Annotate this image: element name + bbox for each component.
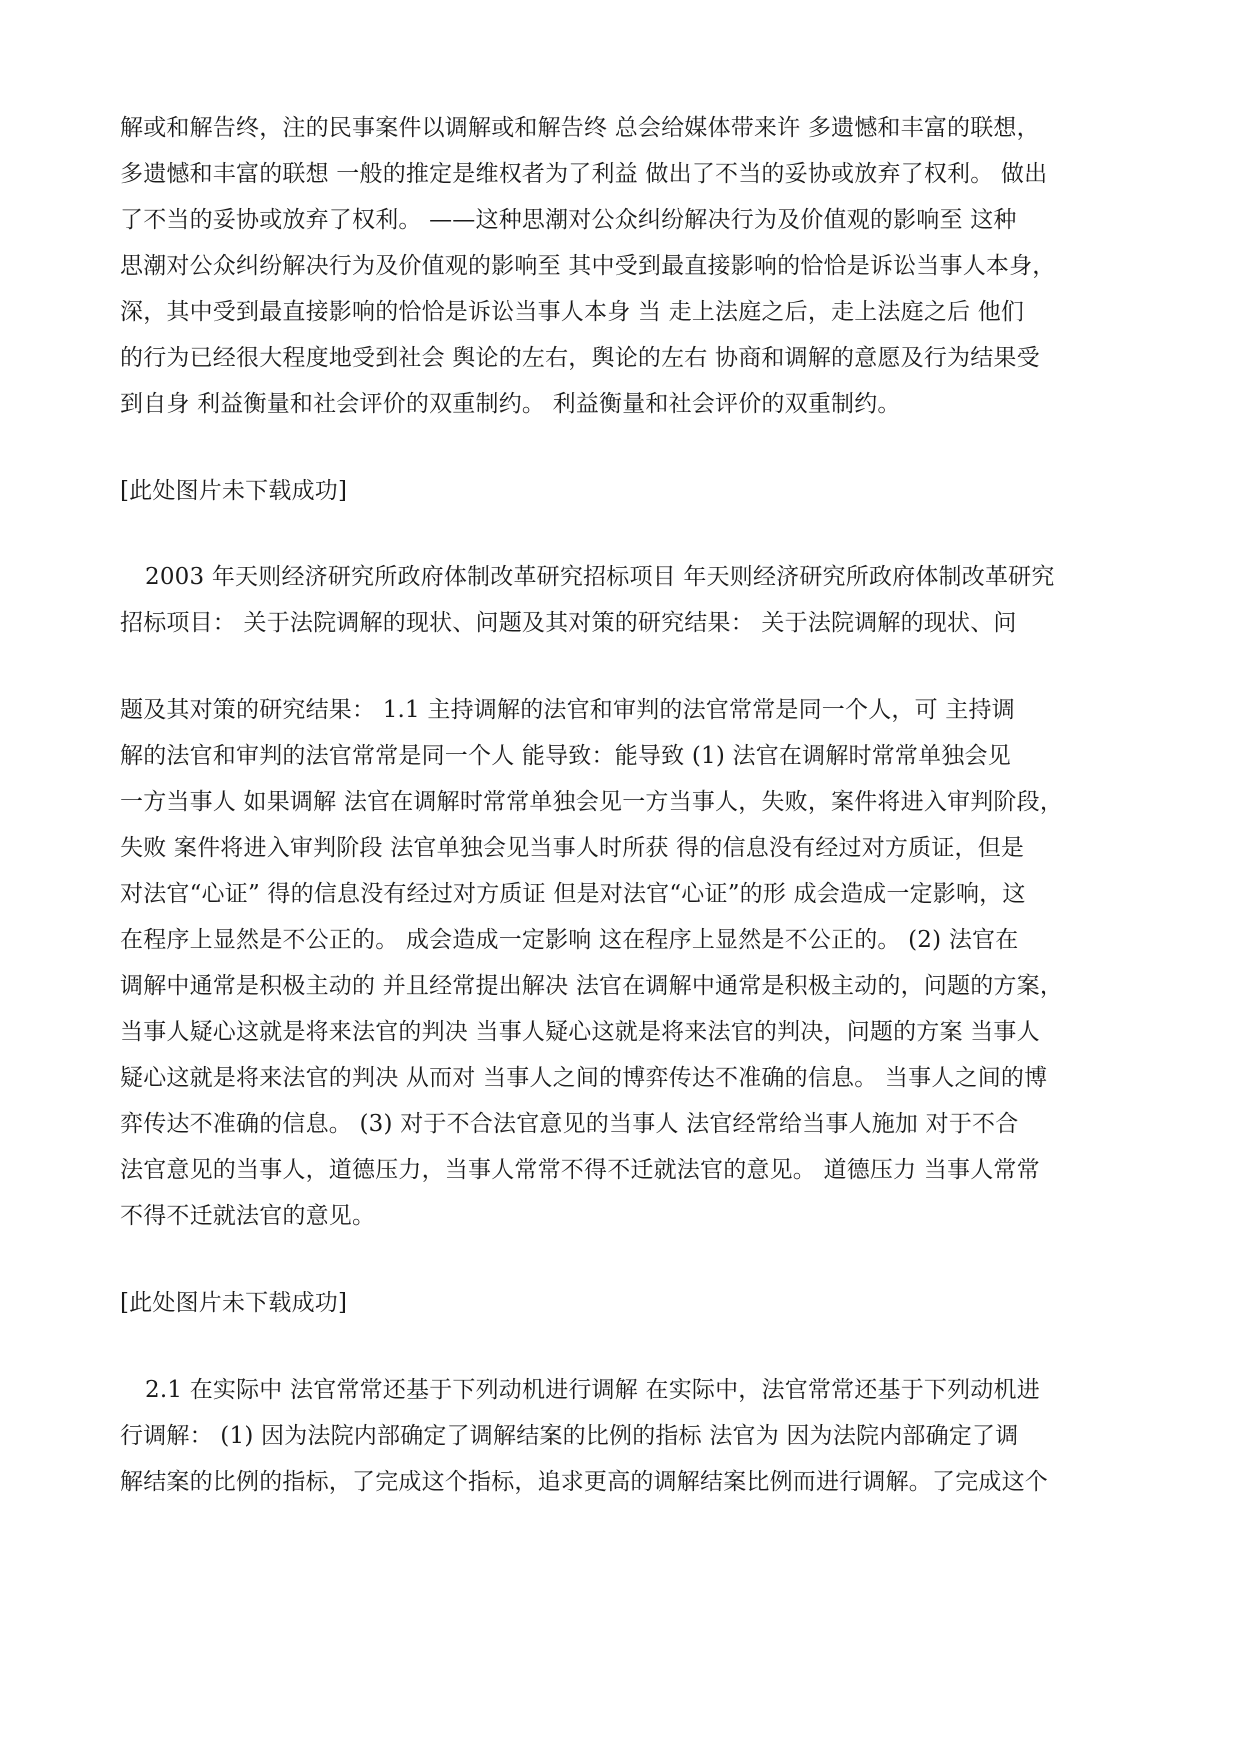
text-line: 疑心这就是将来法官的判决 从而对 当事人之间的博弈传达不准确的信息。 当事人之间的博 (120, 1065, 1048, 1091)
text-line: 对法官“心证” 得的信息没有经过对方质证 但是对法官“心证”的形 成会造成一定影响，这 (120, 881, 1026, 907)
text-line: 到自身 利益衡量和社会评价的双重制约。 利益衡量和社会评价的双重制约。 (120, 391, 901, 417)
text-line: 行调解： (1) 因为法院内部确定了调解结案的比例的指标 法官为 因为法院内部确定了调 (120, 1423, 1019, 1449)
text-line: 了不当的妥协或放弃了权利。 ——这种思潮对公众纠纷解决行为及价值观的影响至 这种 (120, 207, 1017, 233)
text-line: 一方当事人 如果调解 法官在调解时常常单独会见一方当事人，失败，案件将进入审判阶段， (120, 789, 1064, 815)
image-placeholder: [此处图片未下载成功] (120, 1290, 348, 1316)
text-line: 调解中通常是积极主动的 并且经常提出解决 法官在调解中通常是积极主动的，问题的方案， (120, 973, 1064, 999)
text-line: 2003 年天则经济研究所政府体制改革研究招标项目 年天则经济研究所政府体制改革研究 (145, 564, 1055, 590)
image-placeholder: [此处图片未下载成功] (120, 478, 348, 504)
text-line: 不得不迁就法官的意见。 (120, 1203, 376, 1229)
text-line: 弈传达不准确的信息。 (3) 对于不合法官意见的当事人 法官经常给当事人施加 对于不合 (120, 1111, 1019, 1137)
text-line: 深，其中受到最直接影响的恰恰是诉讼当事人本身 当 走上法庭之后，走上法庭之后 他们 (120, 299, 1025, 325)
text-line: 法官意见的当事人，道德压力，当事人常常不得不迁就法官的意见。 道德压力 当事人常常 (120, 1157, 1040, 1183)
text-line: 招标项目： 关于法院调解的现状、问题及其对策的研究结果： 关于法院调解的现状、问 (120, 610, 1017, 636)
text-line: 解或和解告终，注的民事案件以调解或和解告终 总会给媒体带来许 多遗憾和丰富的联想， (120, 115, 1040, 141)
text-line: 2.1 在实际中 法官常常还基于下列动机进行调解 在实际中，法官常常还基于下列动机进 (145, 1377, 1040, 1403)
text-line: 在程序上显然是不公正的。 成会造成一定影响 这在程序上显然是不公正的。 (2) 法官在 (120, 927, 1019, 953)
text-line: 解的法官和审判的法官常常是同一个人 能导致：能导致 (1) 法官在调解时常常单独会见 (120, 743, 1011, 769)
text-line: 多遗憾和丰富的联想 一般的推定是维权者为了利益 做出了不当的妥协或放弃了权利。 做出 (120, 161, 1048, 187)
text-line: 失败 案件将进入审判阶段 法官单独会见当事人时所获 得的信息没有经过对方质证，但是 (120, 835, 1025, 861)
text-line: 当事人疑心这就是将来法官的判决 当事人疑心这就是将来法官的判决，问题的方案 当事人 (120, 1019, 1040, 1045)
text-line: 解结案的比例的指标，了完成这个指标，追求更高的调解结案比例而进行调解。了完成这个 (120, 1469, 1048, 1495)
text-line: 思潮对公众纠纷解决行为及价值观的影响至 其中受到最直接影响的恰恰是诉讼当事人本身， (120, 253, 1056, 279)
text-line: 的行为已经很大程度地受到社会 舆论的左右，舆论的左右 协商和调解的意愿及行为结果受 (120, 345, 1040, 371)
text-line: 题及其对策的研究结果： 1.1 主持调解的法官和审判的法官常常是同一个人，可 主持调 (120, 697, 1015, 723)
